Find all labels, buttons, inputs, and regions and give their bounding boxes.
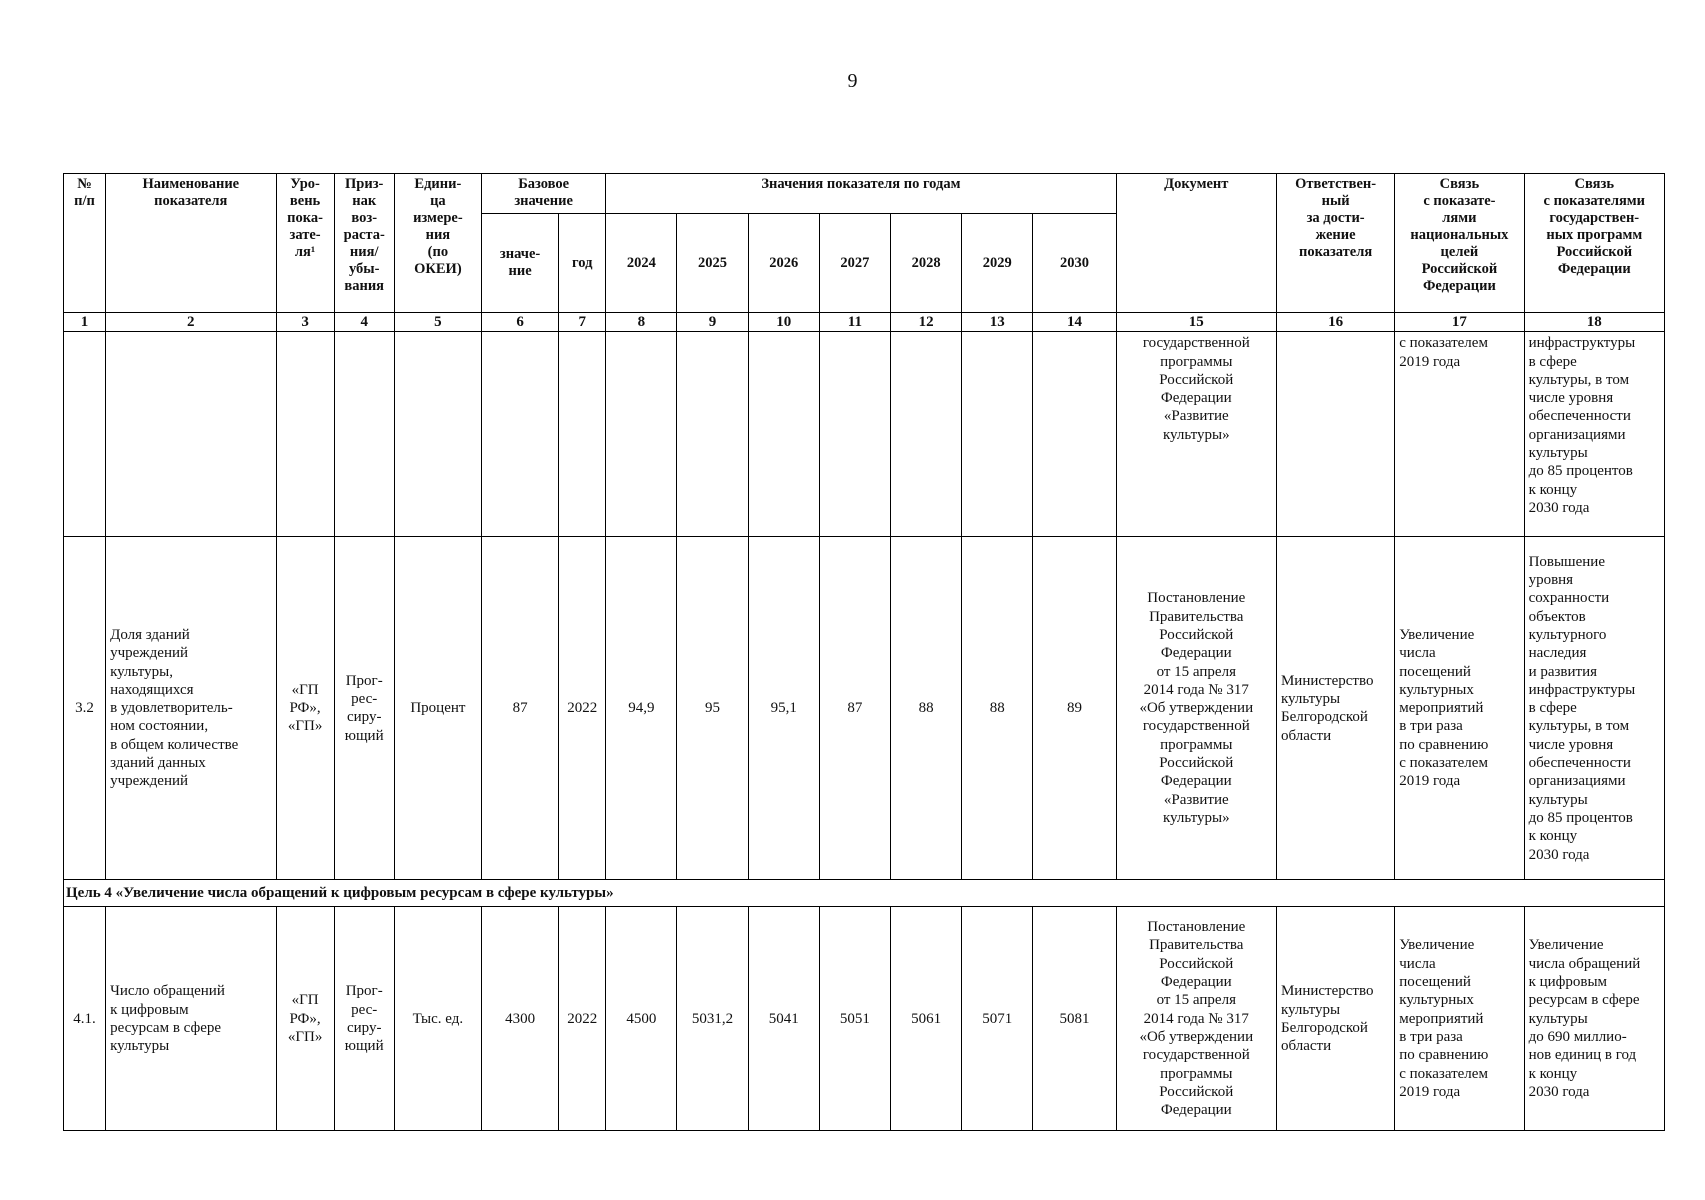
cell-link-national: Увеличение числа посещений культурных мероприятий в три раза по сравнению с показателем 2019 года (1395, 537, 1524, 880)
cell-sign: Прог- рес- сиру- ющий (334, 907, 394, 1131)
header-responsible: Ответствен- ный за дости- жение показателя (1276, 174, 1394, 313)
goal-4-title: Цель 4 «Увеличение числа обращений к цифровым ресурсам в сфере культуры» (64, 880, 1665, 907)
header-document: Документ (1116, 174, 1276, 313)
table-row-3-2 (64, 537, 1665, 880)
cell-base-year: 2022 (559, 907, 606, 1131)
header-num: № п/п (64, 174, 106, 313)
header-year: 2030 (1033, 214, 1116, 313)
column-number: 18 (1524, 313, 1664, 332)
cell-value-2026: 95,1 (748, 537, 819, 880)
cell-document: государственной программы Российской Федерации «Развитие культуры» (1116, 332, 1276, 537)
header-years-title: Значения показателя по годам (606, 174, 1116, 214)
column-number: 10 (748, 313, 819, 332)
header-link-national: Связь с показате- лями национальных целей Российской Федерации (1395, 174, 1524, 313)
cell-empty (481, 332, 558, 537)
column-number: 8 (606, 313, 677, 332)
column-number: 16 (1276, 313, 1394, 332)
column-number: 12 (890, 313, 961, 332)
cell-value-2024: 94,9 (606, 537, 677, 880)
column-number: 4 (334, 313, 394, 332)
cell-value-2025: 95 (677, 537, 748, 880)
cell-empty (748, 332, 819, 537)
header-year: 2025 (677, 214, 748, 313)
header-name: Наименование показателя (106, 174, 276, 313)
column-number: 3 (276, 313, 334, 332)
column-number: 14 (1033, 313, 1116, 332)
header-base: Базовое значение (481, 174, 605, 214)
header-unit: Едини- ца измере- ния (по ОКЕИ) (394, 174, 481, 313)
cell-base-year: 2022 (559, 537, 606, 880)
cell-value-2029: 5071 (962, 907, 1033, 1131)
cell-empty (64, 332, 106, 537)
header-year: 2027 (819, 214, 890, 313)
column-number: 11 (819, 313, 890, 332)
cell-empty (819, 332, 890, 537)
cell-empty (334, 332, 394, 537)
cell-empty (890, 332, 961, 537)
cell-unit: Процент (394, 537, 481, 880)
cell-document: Постановление Правительства Российской Федерации от 15 апреля 2014 года № 317 «Об утверждении государственной программы Российской Федерации «Развитие культуры» (1116, 537, 1276, 880)
column-number: 6 (481, 313, 558, 332)
cell-responsible: Министерство культуры Белгородской области (1276, 537, 1394, 880)
cell-empty (106, 332, 276, 537)
cell-responsible: Министерство культуры Белгородской области (1276, 907, 1394, 1131)
cell-empty (394, 332, 481, 537)
cell-value-2028: 5061 (890, 907, 961, 1131)
cell-value-2026: 5041 (748, 907, 819, 1131)
header-year: 2029 (962, 214, 1033, 313)
cell-level: «ГП РФ», «ГП» (276, 537, 334, 880)
continuation-row (64, 332, 1665, 537)
page-number: 9 (847, 70, 858, 92)
header-level: Уро- вень пока- зате- ля¹ (276, 174, 334, 313)
cell-base-value: 4300 (481, 907, 558, 1131)
cell-value-2028: 88 (890, 537, 961, 880)
header-year: 2024 (606, 214, 677, 313)
cell-empty (276, 332, 334, 537)
cell-link-state: Увеличение числа обращений к цифровым ресурсам в сфере культуры до 690 миллио- нов единиц в год к концу 2030 года (1524, 907, 1664, 1131)
goal-row (64, 880, 1665, 907)
cell-value-2024: 4500 (606, 907, 677, 1131)
column-number: 17 (1395, 313, 1524, 332)
header-base-value: значе- ние (481, 214, 558, 313)
column-number: 7 (559, 313, 606, 332)
column-number: 15 (1116, 313, 1276, 332)
header-row-1 (64, 174, 1665, 214)
cell-empty (606, 332, 677, 537)
column-number: 5 (394, 313, 481, 332)
cell-value-2029: 88 (962, 537, 1033, 880)
cell-empty (559, 332, 606, 537)
cell-document: Постановление Правительства Российской Федерации от 15 апреля 2014 года № 317 «Об утверждении государственной программы Российской Федерации (1116, 907, 1276, 1131)
cell-name: Доля зданий учреждений культуры, находящихся в удовлетворитель- ном состоянии, в общем количестве зданий данных учреждений (106, 537, 276, 880)
cell-empty (1033, 332, 1116, 537)
column-number: 9 (677, 313, 748, 332)
header-base-year: год (559, 214, 606, 313)
indicators-table (63, 173, 1665, 1131)
cell-num: 3.2 (64, 537, 106, 880)
cell-link-state: Повышение уровня сохранности объектов культурного наследия и развития инфраструктуры в сфере культуры, в том числе уровня обеспеченности организациями культуры до 85 процентов к концу 2030 года (1524, 537, 1664, 880)
cell-link-national: с показателем 2019 года (1395, 332, 1524, 537)
cell-empty (1276, 332, 1394, 537)
cell-value-2030: 5081 (1033, 907, 1116, 1131)
column-number: 1 (64, 313, 106, 332)
cell-empty (962, 332, 1033, 537)
column-numbers-row (64, 313, 1665, 332)
cell-value-2027: 87 (819, 537, 890, 880)
header-sign: Приз- нак воз- раста- ния/ убы- вания (334, 174, 394, 313)
cell-sign: Прог- рес- сиру- ющий (334, 537, 394, 880)
header-link-state: Связь с показателями государствен- ных программ Российской Федерации (1524, 174, 1664, 313)
cell-name: Число обращений к цифровым ресурсам в сфере культуры (106, 907, 276, 1131)
cell-unit: Тыс. ед. (394, 907, 481, 1131)
cell-num: 4.1. (64, 907, 106, 1131)
cell-level: «ГП РФ», «ГП» (276, 907, 334, 1131)
cell-value-2027: 5051 (819, 907, 890, 1131)
table-row-4-1 (64, 907, 1665, 1131)
cell-base-value: 87 (481, 537, 558, 880)
column-number: 13 (962, 313, 1033, 332)
cell-link-state: инфраструктуры в сфере культуры, в том числе уровня обеспеченности организациями культуры до 85 процентов к концу 2030 года (1524, 332, 1664, 537)
header-year: 2028 (890, 214, 961, 313)
column-number: 2 (106, 313, 276, 332)
cell-link-national: Увеличение числа посещений культурных мероприятий в три раза по сравнению с показателем 2019 года (1395, 907, 1524, 1131)
cell-value-2025: 5031,2 (677, 907, 748, 1131)
header-year: 2026 (748, 214, 819, 313)
cell-value-2030: 89 (1033, 537, 1116, 880)
cell-empty (677, 332, 748, 537)
